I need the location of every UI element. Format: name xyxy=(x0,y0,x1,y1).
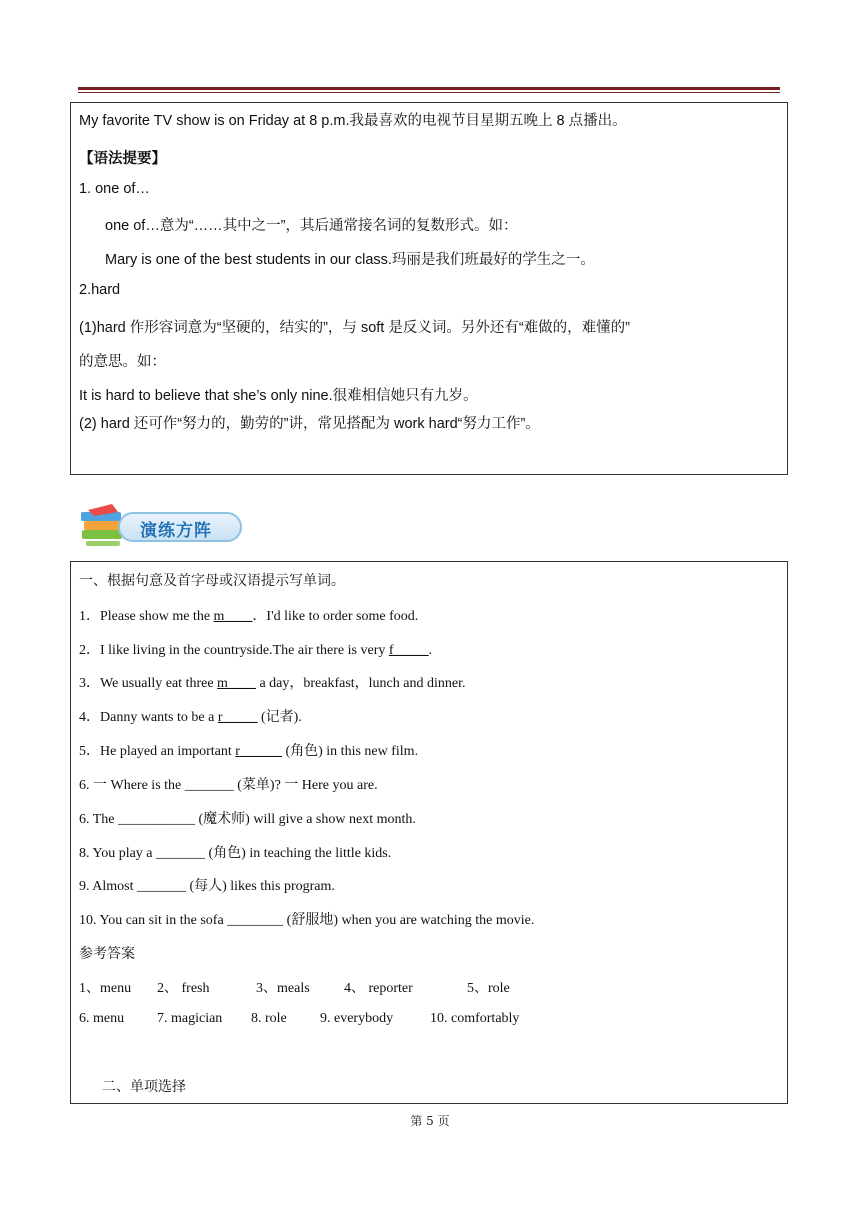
banner-label: 演练方阵 xyxy=(140,521,212,541)
question-9: 9. Almost _______ (每人) likes this program. xyxy=(79,879,335,894)
answer-9: 9. everybody xyxy=(320,1011,394,1026)
question-7: 6. The ___________ (魔术师) will give a show next month. xyxy=(79,812,416,827)
q3-blank: m____ xyxy=(217,676,256,691)
q5-text-b: (角色) in this new film. xyxy=(281,744,419,759)
header-rule-thick xyxy=(78,87,780,90)
question-3 xyxy=(79,672,465,692)
grammar-heading: 【语法提要】 xyxy=(79,151,166,167)
q4-text-a: 4．Danny wants to be a xyxy=(79,710,218,725)
answer-3: 3、meals xyxy=(256,981,310,996)
answer-7: 7. magician xyxy=(157,1011,223,1026)
q4-text-b: (记者). xyxy=(257,710,302,725)
item2-example: It is hard to believe that she’s only nine.很难相信她只有九岁。 xyxy=(79,388,478,404)
item1-title: 1. one of… xyxy=(79,181,150,197)
item2-description2: (2) hard 还可作“努力的，勤劳的”讲，常见搭配为 work hard“努力工作”。 xyxy=(79,416,540,432)
q5-blank: r______ xyxy=(235,744,282,759)
intro-sentence: My favorite TV show is on Friday at 8 p.m.我最喜欢的电视节目星期五晚上 8 点播出。 xyxy=(79,113,627,129)
item2-description-line1: (1)hard 作形容词意为“坚硬的，结实的”，与 soft 是反义词。另外还有“难做的，难懂的” xyxy=(79,320,631,336)
grammar-notes-box xyxy=(70,102,788,475)
header-rule-thin xyxy=(78,92,780,93)
question-2 xyxy=(79,639,432,659)
question-8: 8. You play a _______ (角色) in teaching the little kids. xyxy=(79,846,392,861)
answer-2: 2、 fresh xyxy=(157,981,210,996)
q1-text-a: 1．Please show me the xyxy=(79,609,214,624)
question-6: 6. 一 Where is the _______ (菜单)? 一 Here you are. xyxy=(79,778,378,793)
exercise-box xyxy=(70,561,788,1104)
q1-blank: m____ xyxy=(213,609,253,624)
item2-description-line2: 的意思。如： xyxy=(79,354,166,370)
item1-description: one of…意为“……其中之一”，其后通常接名词的复数形式。如： xyxy=(105,218,518,234)
item1-example: Mary is one of the best students in our class.玛丽是我们班最好的学生之一。 xyxy=(105,252,595,268)
q2-text-a: 2．I like living in the countryside.The air there is very xyxy=(79,643,389,658)
page-number: 第 5 页 xyxy=(410,1114,450,1128)
answer-8: 8. role xyxy=(251,1011,287,1026)
answer-10: 10. comfortably xyxy=(430,1011,520,1026)
item2-title: 2.hard xyxy=(79,282,121,298)
q3-text-a: 3．We usually eat three xyxy=(79,676,218,691)
q4-blank: r_____ xyxy=(217,710,258,725)
q2-text-b: . xyxy=(428,643,433,658)
question-1 xyxy=(79,605,418,625)
question-5 xyxy=(79,740,418,760)
question-4 xyxy=(79,706,302,726)
question-10: 10. You can sit in the sofa ________ (舒服地) when you are watching the movie. xyxy=(79,913,535,928)
section2-heading: 二、单项选择 xyxy=(102,1080,186,1095)
answer-5: 5、role xyxy=(467,981,510,996)
section1-heading: 一、根据句意及首字母或汉语提示写单词。 xyxy=(79,574,345,589)
answer-1: 1、menu xyxy=(79,981,132,996)
answers-title: 参考答案 xyxy=(79,947,135,962)
q3-text-b: a day，breakfast，lunch and dinner. xyxy=(255,676,466,691)
answer-4: 4、 reporter xyxy=(344,981,413,996)
q5-text-a: 5．He played an important xyxy=(79,744,236,759)
q2-blank: f_____ xyxy=(388,643,429,658)
q1-text-b: ．I'd like to order some food. xyxy=(252,609,419,624)
practice-banner xyxy=(78,500,246,550)
answer-6: 6. menu xyxy=(79,1011,125,1026)
